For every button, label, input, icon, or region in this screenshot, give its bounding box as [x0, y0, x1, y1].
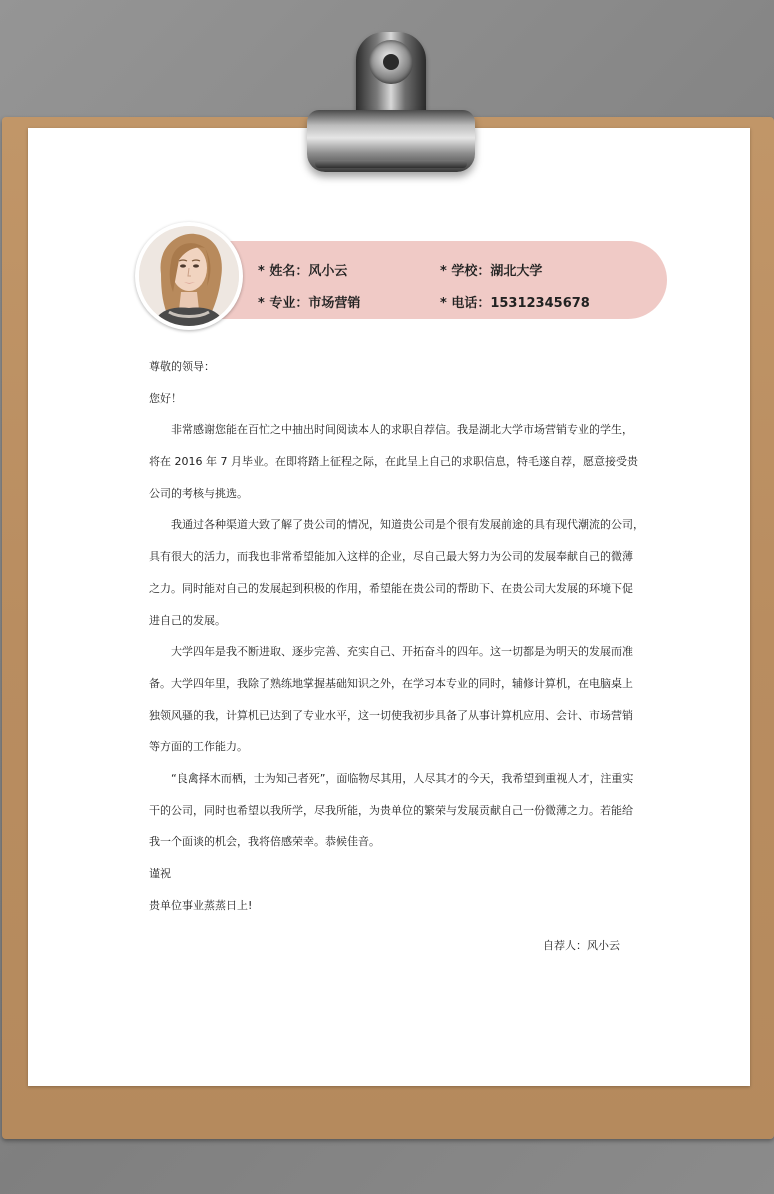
- closing-wish: 贵单位事业蒸蒸日上!: [149, 898, 253, 912]
- letter-line: 备。大学四年里，我除了熟练地掌握基础知识之外，在学习本专业的同时，辅修计算机，在电脑桌上: [149, 676, 633, 690]
- letter-line: 之力。同时能对自己的发展起到积极的作用，希望能在贵公司的帮助下、在贵公司大发展的环境下促: [149, 581, 633, 595]
- letter-line: 进自己的发展。: [149, 613, 226, 627]
- avatar: [135, 222, 243, 330]
- school-field: * 学校：湖北大学: [440, 264, 543, 279]
- letter-line: “良禽择木而栖，士为知己者死”，面临物尽其用，人尽其才的今天，我希望到重视人才，注重实: [149, 771, 634, 785]
- clip-base-edge: [315, 160, 467, 168]
- clip-hole: [383, 54, 399, 70]
- major-field: * 专业：市场营销: [258, 296, 361, 311]
- letter-line: 具有很大的活力，而我也非常希望能加入这样的企业，尽自己最大努力为公司的发展奉献自己的微薄: [149, 550, 633, 564]
- letter-line: 将在 2016 年 7 月毕业。在即将踏上征程之际，在此呈上自己的求职信息，特毛遂自荐，愿意接受贵: [149, 455, 638, 469]
- letter-line: 我通过各种渠道大致了解了贵公司的情况，知道贵公司是个很有发展前途的具有现代潮流的公司，: [149, 518, 644, 532]
- name-field: * 姓名：风小云: [258, 264, 348, 279]
- letter-line: 独领风骚的我，计算机已达到了专业水平，这一切使我初步具备了从事计算机应用、会计、市场营销: [149, 708, 633, 722]
- portrait-photo: [139, 226, 239, 326]
- letter-line: 非常感谢您能在百忙之中抽出时间阅读本人的求职自荐信。我是湖北大学市场营销专业的学生，: [149, 423, 633, 437]
- letter-line: 公司的考核与挑选。: [149, 486, 248, 500]
- phone-field: * 电话：15312345678: [440, 296, 590, 311]
- signature: 自荐人：风小云: [543, 939, 620, 952]
- letter-line: 干的公司，同时也希望以我所学，尽我所能，为贵单位的繁荣与发展贡献自己一份微薄之力。若能给: [149, 803, 633, 817]
- closing: 谨祝: [149, 867, 171, 880]
- letter-line: 等方面的工作能力。: [149, 740, 248, 754]
- letter-line: 我一个面谈的机会，我将倍感荣幸。恭候佳音。: [149, 835, 380, 849]
- cover-letter-body: [149, 355, 644, 925]
- letter-line: 大学四年是我不断进取、逐步完善、充实自己、开拓奋斗的四年。这一切都是为明天的发展而准: [149, 645, 633, 659]
- salutation: 尊敬的领导：: [149, 360, 215, 373]
- portrait-illustration: [139, 226, 239, 326]
- greeting: 您好！: [149, 391, 182, 405]
